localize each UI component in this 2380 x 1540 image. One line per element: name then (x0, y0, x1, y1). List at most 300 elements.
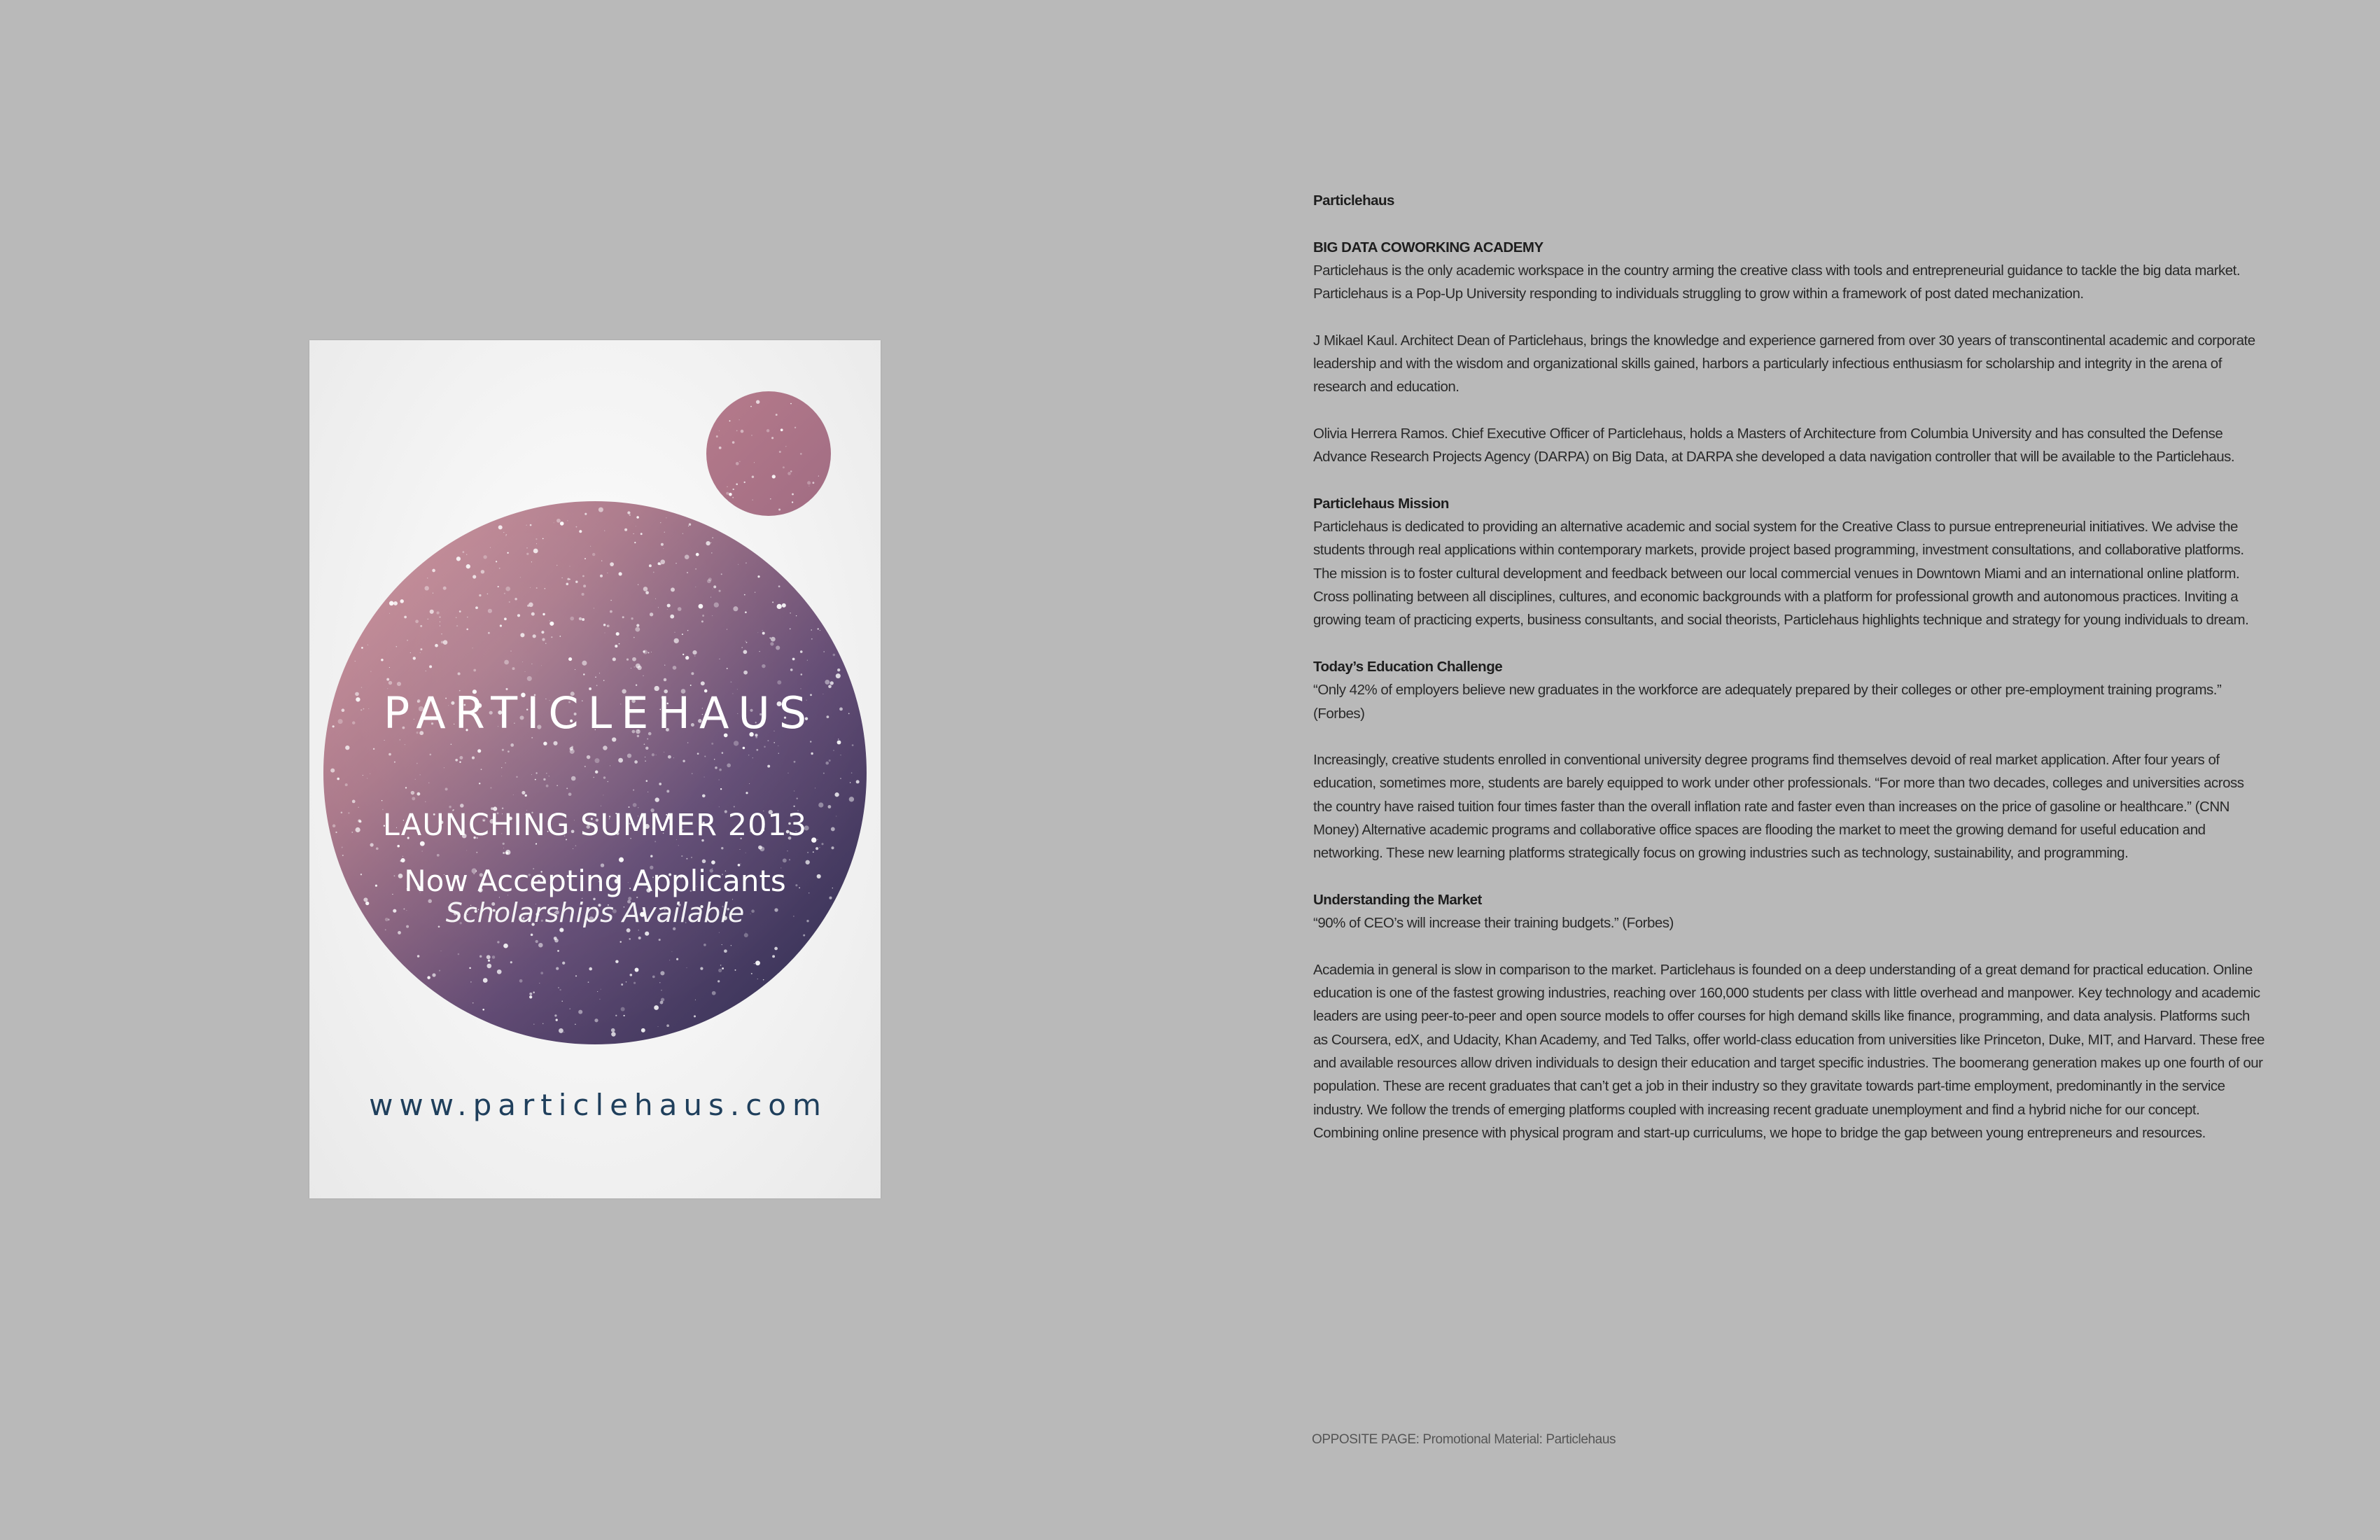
star (670, 615, 674, 619)
star (673, 757, 674, 758)
star (816, 847, 818, 850)
star (503, 843, 505, 845)
star (653, 572, 654, 573)
star (559, 928, 564, 932)
star (605, 633, 606, 634)
star (533, 549, 538, 554)
star (466, 629, 468, 631)
star (678, 845, 679, 846)
star (624, 528, 627, 531)
star (559, 989, 561, 990)
star (590, 546, 591, 547)
star (758, 846, 762, 850)
star (667, 604, 671, 608)
star (751, 973, 752, 974)
star (575, 975, 577, 976)
star (483, 555, 486, 559)
star (712, 991, 716, 995)
star (619, 643, 620, 645)
paragraph: “90% of CEO’s will increase their training budgets.” (Forbes) (1313, 915, 1674, 932)
star (644, 743, 645, 745)
star (488, 960, 490, 962)
star (510, 961, 512, 963)
star (716, 435, 718, 438)
star (849, 797, 854, 802)
star (559, 636, 561, 637)
star (381, 659, 384, 662)
star (598, 507, 603, 512)
star (657, 1026, 658, 1027)
star (685, 656, 689, 659)
star (840, 778, 841, 779)
star (645, 760, 646, 762)
star (718, 980, 720, 982)
star (697, 752, 699, 755)
star (527, 676, 532, 681)
star (443, 640, 448, 645)
star (506, 534, 507, 536)
star (782, 603, 786, 608)
star (376, 847, 379, 850)
star (658, 607, 659, 608)
star (600, 575, 603, 578)
star (790, 403, 792, 405)
star (603, 776, 606, 778)
star (626, 981, 627, 983)
star (702, 794, 706, 798)
star (389, 601, 394, 606)
star (632, 657, 636, 662)
star (704, 944, 706, 946)
star (778, 752, 779, 753)
star (588, 981, 589, 983)
star (652, 976, 655, 979)
star (425, 586, 429, 590)
star (566, 788, 568, 789)
star (479, 955, 482, 958)
star (603, 746, 608, 750)
star (505, 587, 510, 592)
star (675, 632, 676, 633)
star (397, 682, 401, 686)
small-planet (706, 391, 831, 516)
star (664, 665, 665, 666)
star (792, 501, 793, 503)
star (706, 541, 710, 545)
star (634, 666, 635, 667)
star (546, 785, 549, 788)
star (757, 632, 758, 633)
star (667, 609, 668, 610)
star (764, 746, 766, 748)
star (722, 752, 724, 754)
star (404, 616, 407, 619)
star (559, 1028, 564, 1033)
star (771, 637, 776, 642)
star (527, 605, 529, 607)
star (712, 615, 713, 616)
poster-launch-date: LAUNCHING SUMMER 2013 (382, 808, 808, 843)
star (838, 738, 839, 739)
star (503, 944, 508, 948)
star (595, 758, 600, 763)
star (492, 955, 496, 959)
star (732, 497, 734, 498)
star (388, 753, 391, 756)
star (556, 565, 557, 566)
star (420, 652, 421, 653)
star (530, 524, 532, 526)
star (481, 769, 482, 770)
star (536, 543, 537, 544)
star (664, 532, 665, 533)
star (655, 797, 659, 802)
star (575, 580, 578, 582)
star (531, 612, 535, 616)
star (694, 655, 695, 656)
star (582, 661, 587, 666)
star (790, 470, 792, 472)
star (342, 847, 343, 848)
star (633, 790, 634, 791)
star (458, 672, 461, 675)
star (788, 472, 791, 475)
star (498, 586, 499, 587)
star (643, 650, 645, 652)
star (721, 573, 722, 575)
star (373, 748, 374, 750)
star (739, 419, 740, 420)
star (767, 740, 769, 741)
star (622, 616, 624, 618)
star (659, 982, 660, 983)
star (634, 637, 635, 638)
star (819, 847, 820, 848)
star (394, 762, 396, 763)
star (645, 591, 649, 594)
star (400, 739, 401, 741)
star (417, 792, 421, 796)
star (778, 508, 780, 510)
star (811, 752, 813, 755)
star (355, 661, 356, 662)
star (790, 668, 793, 671)
star (589, 967, 592, 971)
star (796, 615, 797, 616)
star (541, 631, 544, 634)
star (794, 761, 796, 763)
star (529, 993, 532, 995)
star (744, 933, 748, 937)
star (594, 1018, 598, 1022)
star (479, 594, 481, 596)
poster-scholarships: Scholarships Available (445, 897, 745, 928)
star (730, 681, 732, 682)
star (619, 572, 622, 575)
star (505, 762, 506, 763)
star (488, 632, 490, 634)
star (727, 764, 731, 768)
star (800, 453, 802, 455)
star (615, 960, 619, 963)
star (345, 746, 349, 750)
star (801, 673, 803, 676)
star (553, 741, 557, 746)
star (831, 846, 834, 849)
star (459, 756, 463, 760)
star (756, 749, 758, 751)
star (803, 934, 805, 937)
star (529, 995, 532, 998)
promotional-poster (309, 340, 881, 1198)
star (719, 932, 720, 933)
star (833, 654, 835, 656)
star (796, 797, 797, 799)
star (568, 792, 572, 796)
star (531, 774, 532, 775)
star (500, 624, 502, 626)
star (712, 537, 713, 538)
star (837, 668, 840, 671)
star (439, 617, 440, 618)
star (818, 476, 819, 477)
star (661, 990, 662, 991)
star (510, 743, 514, 747)
star (443, 587, 447, 590)
star (490, 787, 491, 788)
star (733, 606, 738, 611)
star (368, 645, 369, 646)
star (611, 1032, 615, 1036)
paragraph: Academia in general is slow in comparison to the market. Particlehaus is founded on a deep understanding of a great demand for practical education. Online education is one of the fastest growing industries, reaching over 160,000 students per class with little overhead and manpower. Key technology and academic leaders are using peer-to-peer and open source models to offer courses for high demand skills like finance, programming, and data analysis. Platforms such as Coursera, edX, and Udacity, Khan Academy, and Ted Talks, offer world-class education from universities like Princeton, Duke, MIT, and Harvard. These free and available resources allow driven individuals to design their education and target specific industries. The boomerang generation makes up one fourth of our population. These are recent graduates that can’t get a job in their industry so they gravitate towards part-time employment, predominantly in the service industry. We follow the trends of emerging platforms coupled with increasing recent graduate unemployment and find a hybrid niche for our concept. Combining online presence with physical program and start-up curriculums, we hope to bridge the gap between young entrepreneurs and resources. (1313, 961, 2264, 1141)
star (533, 991, 535, 993)
star (502, 749, 504, 751)
star (384, 740, 385, 741)
star (507, 552, 508, 554)
star (415, 620, 419, 623)
star (520, 633, 524, 637)
star (682, 654, 684, 655)
star (505, 850, 510, 855)
star (593, 777, 594, 778)
star (627, 753, 631, 757)
star (772, 475, 776, 478)
star (783, 858, 787, 862)
star (542, 1023, 544, 1024)
star (792, 658, 795, 661)
star (812, 482, 814, 484)
star (750, 406, 752, 407)
section-heading: BIG DATA COWORKING ACADEMY (1313, 239, 1544, 255)
star (526, 553, 528, 555)
star (451, 744, 452, 746)
star (533, 634, 536, 638)
star (579, 617, 582, 620)
star (531, 934, 533, 937)
star (536, 587, 538, 589)
section-heading: Understanding the Market (1313, 891, 1482, 908)
star (711, 743, 713, 745)
star (762, 664, 766, 668)
star (659, 783, 662, 785)
star (337, 778, 340, 780)
star (721, 847, 723, 849)
star (619, 858, 624, 862)
paragraph: Increasingly, creative students enrolled in conventional university degree programs find themselves devoid of real market application. After four years of education, sometimes more, students are barely equipped to work under other professionals. “For more than two decades, colleges and universities across the country have raised tuition four times faster than the overall inflation rate and faster even than increases on the price of gasoline or healthcare.” (CNN Money) Alternative academic programs and collaborative office spaces are flooding the market to meet the growing demand for useful education and networking. These new learning platforms strategically focus on growing industries such as technology, sustainability, and programming. (1313, 752, 2244, 862)
star (771, 437, 774, 439)
star (507, 750, 510, 752)
star (770, 642, 774, 645)
star (777, 604, 782, 609)
page-caption: OPPOSITE PAGE: Promotional Material: Particlehaus (1312, 1432, 1616, 1447)
star (616, 632, 620, 636)
star (416, 763, 418, 764)
star (556, 519, 561, 523)
star (754, 963, 755, 964)
star (821, 843, 823, 845)
star (370, 671, 371, 672)
star (541, 665, 542, 666)
poster-accepting-applicants: Now Accepting Applicants (404, 864, 786, 898)
star (575, 845, 577, 846)
star (779, 451, 781, 453)
star (516, 776, 517, 778)
star (687, 742, 689, 743)
star (546, 773, 547, 774)
star (719, 590, 721, 592)
star (807, 481, 811, 484)
star (699, 604, 704, 609)
star (780, 428, 783, 431)
star (477, 749, 481, 752)
star (736, 430, 738, 431)
star (739, 849, 740, 850)
star (405, 787, 407, 788)
star (776, 414, 778, 416)
star (595, 676, 596, 678)
star (538, 943, 543, 948)
star (504, 660, 509, 665)
star (620, 941, 621, 942)
star (410, 652, 411, 653)
star (783, 466, 785, 468)
star (608, 781, 609, 783)
star (352, 800, 356, 804)
star (615, 1015, 617, 1016)
star (501, 767, 502, 768)
star (700, 967, 703, 969)
star (852, 744, 854, 746)
star (650, 612, 653, 616)
star (746, 792, 748, 794)
star (535, 779, 536, 780)
star (618, 758, 623, 763)
star (829, 760, 831, 762)
star (778, 585, 780, 587)
star (719, 447, 722, 449)
star (536, 772, 537, 774)
star (509, 601, 510, 603)
section-heading: Today’s Education Challenge (1313, 658, 1503, 675)
star (636, 664, 640, 668)
star (772, 601, 774, 603)
star (610, 600, 611, 601)
star (659, 564, 662, 566)
star (611, 1028, 615, 1032)
star (503, 852, 505, 854)
star (543, 742, 547, 746)
star (536, 940, 538, 943)
star (714, 602, 719, 607)
star (459, 762, 461, 763)
star (466, 564, 470, 568)
star (427, 976, 430, 979)
star (692, 773, 693, 774)
star (766, 429, 770, 433)
star (522, 791, 525, 794)
star (636, 516, 639, 519)
paragraph: Particlehaus is dedicated to providing an alternative academic and social system for the Creative Class to pursue entrepreneurial initiatives. We advise the students through real applications within contemporary markets, provide project based programming, investment consultations, and collaborative platforms. The mission is to foster cultural development and feedback between our local commercial venues in Downtown Miami and an international online platform. Cross pollinating between all disciplines, cultures, and economic backgrounds with a platform for professional growth and autonomous practices. Inviting a growing team of practicing experts, business consultants, and social theorists, Particlehaus highlights technique and strategy for young individuals to dream. (1313, 519, 2249, 629)
star (584, 766, 586, 767)
star (685, 554, 690, 559)
star (536, 538, 537, 540)
paragraph: Particlehaus is the only academic workspace in the country arming the creative class with tools and entrepreneurial guidance to tackle the big data market. Particlehaus is a Pop-Up University responding to individuals struggling to grow within a framework of post dated mechanization. (1313, 262, 2241, 302)
star (543, 778, 545, 780)
star (405, 744, 406, 746)
star (540, 972, 543, 974)
star (682, 533, 684, 534)
star (385, 929, 386, 930)
star (497, 969, 502, 974)
star (455, 759, 458, 762)
star (473, 669, 476, 672)
star (398, 931, 401, 934)
star (526, 547, 528, 549)
star (584, 513, 587, 515)
star (689, 524, 691, 526)
star (420, 648, 422, 650)
star (663, 548, 664, 549)
star (691, 857, 692, 858)
star (469, 967, 471, 969)
star (695, 568, 696, 570)
star (420, 625, 422, 627)
poster-artwork (309, 340, 881, 1198)
star (571, 776, 576, 781)
star (566, 582, 568, 585)
star (650, 855, 652, 857)
star (396, 646, 398, 648)
star (626, 928, 631, 932)
star (445, 788, 448, 790)
star (592, 553, 595, 556)
star (562, 962, 565, 965)
star (646, 780, 648, 782)
star (726, 492, 729, 495)
star (568, 657, 572, 661)
star (330, 769, 335, 773)
document-title: Particlehaus (1313, 192, 1394, 209)
star (736, 462, 739, 465)
star (430, 754, 432, 756)
star (666, 1024, 669, 1027)
star (504, 593, 505, 594)
star (681, 855, 682, 857)
star (621, 983, 623, 986)
star (472, 757, 475, 760)
star (579, 530, 582, 533)
star (542, 638, 545, 640)
